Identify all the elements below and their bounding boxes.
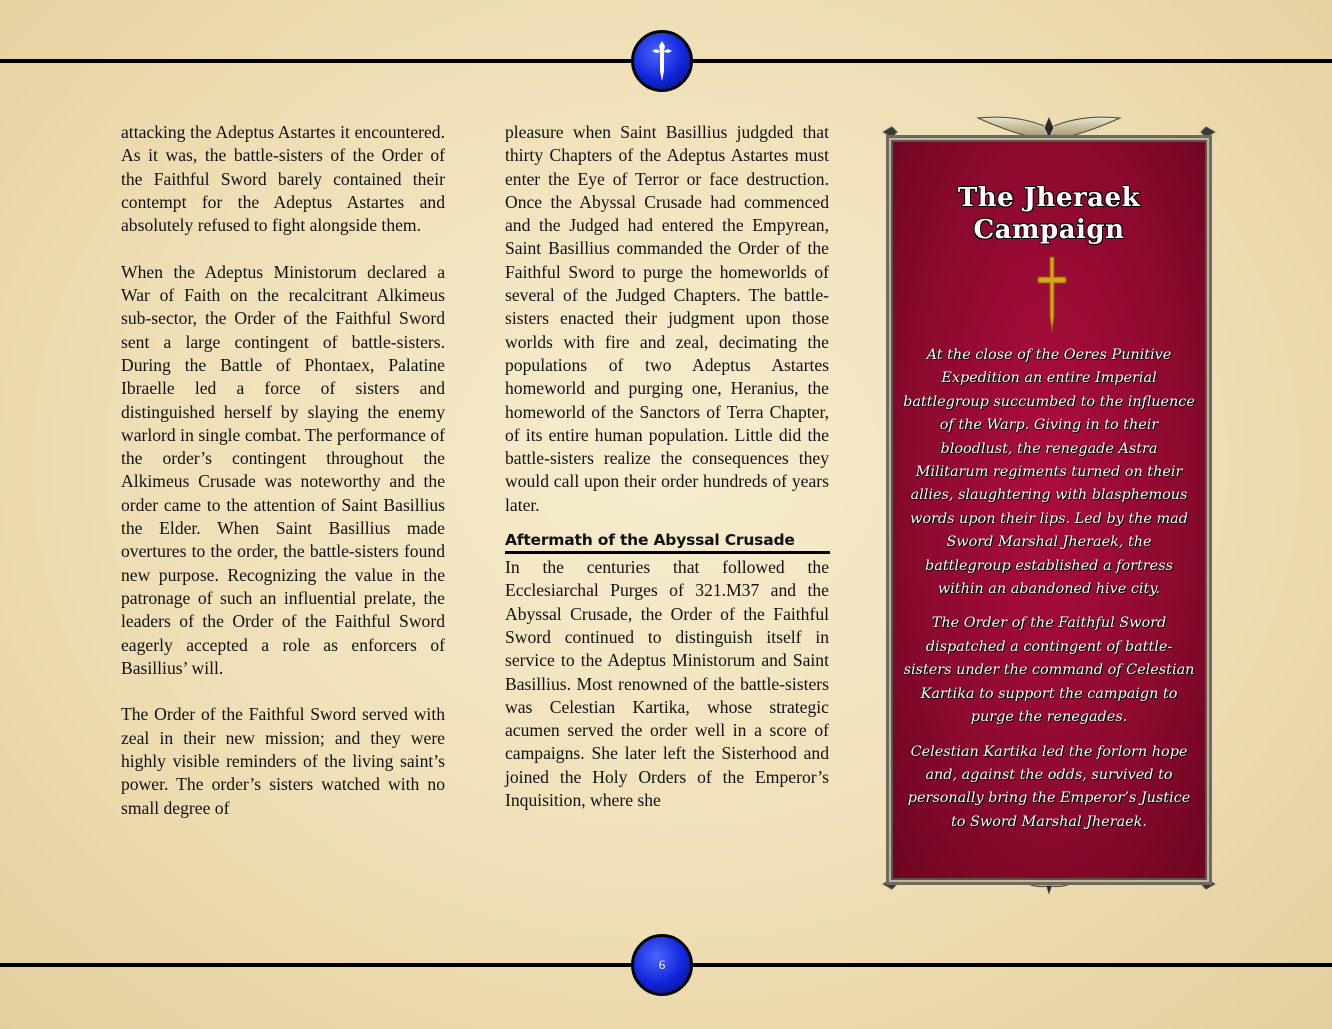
sidebar-title-line-1: The Jheraek (957, 183, 1141, 213)
right-paragraph-1: pleasure when Saint Basillius judgded that thirty Chapters of the Adeptus Astartes must enter the Eye of Terror or face destruction. Once the Abyssal Crusade had commenced and the Judged had entered the Empyrean, Saint Basillius commanded the Order of the Faithful Sword to purge the homeworlds of several of the Judged Chapters. The battle-sisters enacted their judgment upon those worlds with fire and zeal, decimating the populations of two Adeptus Astartes homeworld and purging one, Heranius, the homeworld of the Sanctors of Terra Chapter, of its entire human population. Little did the battle-sisters realize the consequences they would call upon their order hundreds of years later. (505, 122, 829, 515)
sidebar-paragraph-3: Celestian Kartika led the forlorn hope and, against the odds, survived to personally bring the Emperor’s Justice to Sword Marshal Jheraek. (907, 743, 1191, 830)
page-number-medallion (631, 934, 693, 996)
gold-sword-icon (1032, 255, 1072, 333)
right-column (505, 121, 829, 812)
left-column (121, 121, 445, 820)
left-paragraph-1: attacking the Adeptus Astartes it encountered. As it was, the battle-sisters of the Order of the Faithful Sword barely contained their contempt for the Adeptus Astartes and absolutely refused to fight alongside them. (121, 122, 445, 236)
sidebar-title-line-2: Campaign (973, 215, 1125, 245)
left-paragraph-3: The Order of the Faithful Sword served with zeal in their new mission; and they were highly visible reminders of the living saint’s power. The order’s sisters watched with no small degree of (121, 704, 445, 818)
section-heading: Aftermath of the Abyssal Crusade (505, 530, 830, 554)
sidebar-panel (886, 135, 1212, 885)
sword-emblem-icon (634, 33, 690, 89)
sidebar-paragraph-1: At the close of the Oeres Punitive Expedition an entire Imperial battlegroup succumbed to the influence of the Warp. Giving in to their bloodlust, the renegade Astra Militarum regiments turned on their allies, slaughtering with blasphemous words upon their lips. Led by the mad Sword Marshal Jheraek, the battlegroup established a fortress within an abandoned hive city. (903, 347, 1195, 598)
left-paragraph-2: When the Adeptus Ministorum declared a War of Faith on the recalcitrant Alkimeus sub-sector, the Order of the Faithful Sword sent a large contingent of battle-sisters. During the Battle of Phontaex, Palatine Ibraelle led a force of sisters and distinguished herself by slaying the enemy warlord in single combat. The performance of the order’s contingent throughout the Alkimeus Crusade was noteworthy and the order came to the attention of Saint Basillius the Elder. When Saint Basillius made overtures to the order, the battle-sisters found new purpose. Recognizing the value in the patronage of such an influential prelate, the leaders of the Order of the Faithful Sword eagerly accepted a role as enforcers of Basillius’ will. (121, 261, 445, 678)
sidebar-paragraph-2: The Order of the Faithful Sword dispatched a contingent of battle-sisters under the command of Celestian Kartika to support the campaign to purge the renegades. (903, 615, 1195, 726)
sidebar-title (889, 182, 1209, 246)
page-number: 6 (658, 957, 666, 972)
sidebar-body (903, 344, 1195, 845)
top-medallion (631, 30, 693, 92)
right-paragraph-2: In the centuries that followed the Ecclesiarchal Purges of 321.M37 and the Abyssal Crusade, the Order of the Faithful Sword continued to distinguish itself in service to the Adeptus Ministorum and Saint Basillius. Most renowned of the battle-sisters was Celestian Kartika, whose strategic acumen served the order well in a score of campaigns. She later left the Sisterhood and joined the Holy Orders of the Emperor’s Inquisition, where she (505, 557, 829, 811)
